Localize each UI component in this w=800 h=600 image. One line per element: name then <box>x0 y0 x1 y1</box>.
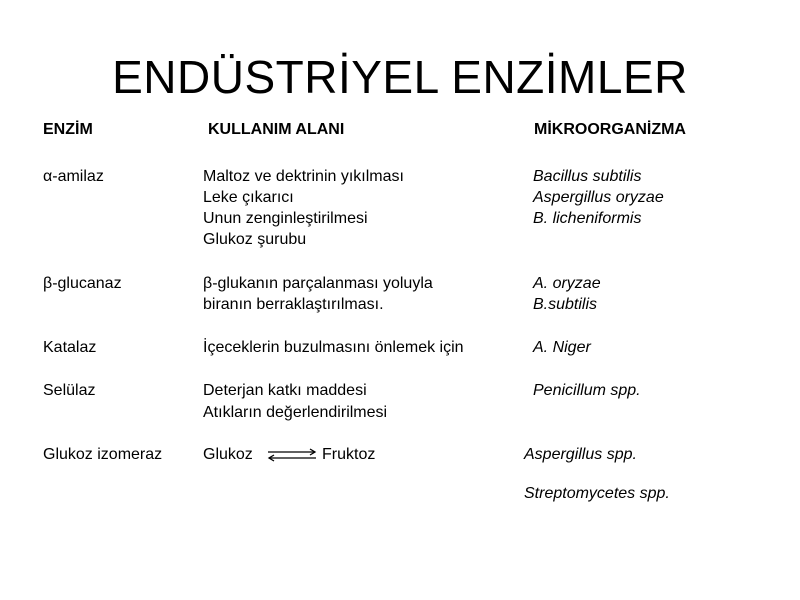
usage-line: β-glukanın parçalanması yoluyla <box>203 275 433 292</box>
double-arrow-icon <box>266 448 318 462</box>
microorganism-name: Penicillum spp. <box>533 382 641 399</box>
microorganism-name: Aspergillus oryzae <box>533 189 664 206</box>
usage-line: Deterjan katkı maddesi <box>203 382 367 399</box>
usage-line: Leke çıkarıcı <box>203 189 294 206</box>
enzyme-name: Glukoz izomeraz <box>43 446 163 463</box>
enzyme-name: Selülaz <box>43 382 96 399</box>
usage-line: Maltoz ve dektrinin yıkılması <box>203 168 404 185</box>
enzyme-name: β-glucanaz <box>43 275 122 292</box>
microorganism-name: A. oryzae <box>533 275 601 292</box>
header-enzyme: ENZİM <box>43 121 93 138</box>
enzyme-name: α-amilaz <box>43 168 104 185</box>
microorganism-name: Aspergillus spp. <box>524 446 637 463</box>
microorganism-name: B.subtilis <box>533 296 598 313</box>
usage-line: Unun zenginleştirilmesi <box>203 210 368 227</box>
enzyme-name: Katalaz <box>43 339 97 356</box>
microorganism-name: B. licheniformis <box>533 210 642 227</box>
microorganism-name: A. Niger <box>533 339 591 356</box>
microorganism-name: Bacillus subtilis <box>533 168 642 185</box>
header-microorganism: MİKROORGANİZMA <box>534 121 686 138</box>
usage-line: İçeceklerin buzulmasını önlemek için <box>203 339 464 356</box>
reaction-product: Fruktoz <box>322 446 376 463</box>
page-title: ENDÜSTRİYEL ENZİMLER <box>112 51 688 103</box>
usage-line: Atıkların değerlendirilmesi <box>203 404 388 421</box>
reaction-substrate: Glukoz <box>203 446 253 463</box>
usage-line: biranın berraklaştırılması. <box>203 296 384 313</box>
header-usage: KULLANIM ALANI <box>208 121 345 138</box>
usage-line: Glukoz şurubu <box>203 231 307 248</box>
microorganism-name: Streptomycetes spp. <box>524 485 670 502</box>
